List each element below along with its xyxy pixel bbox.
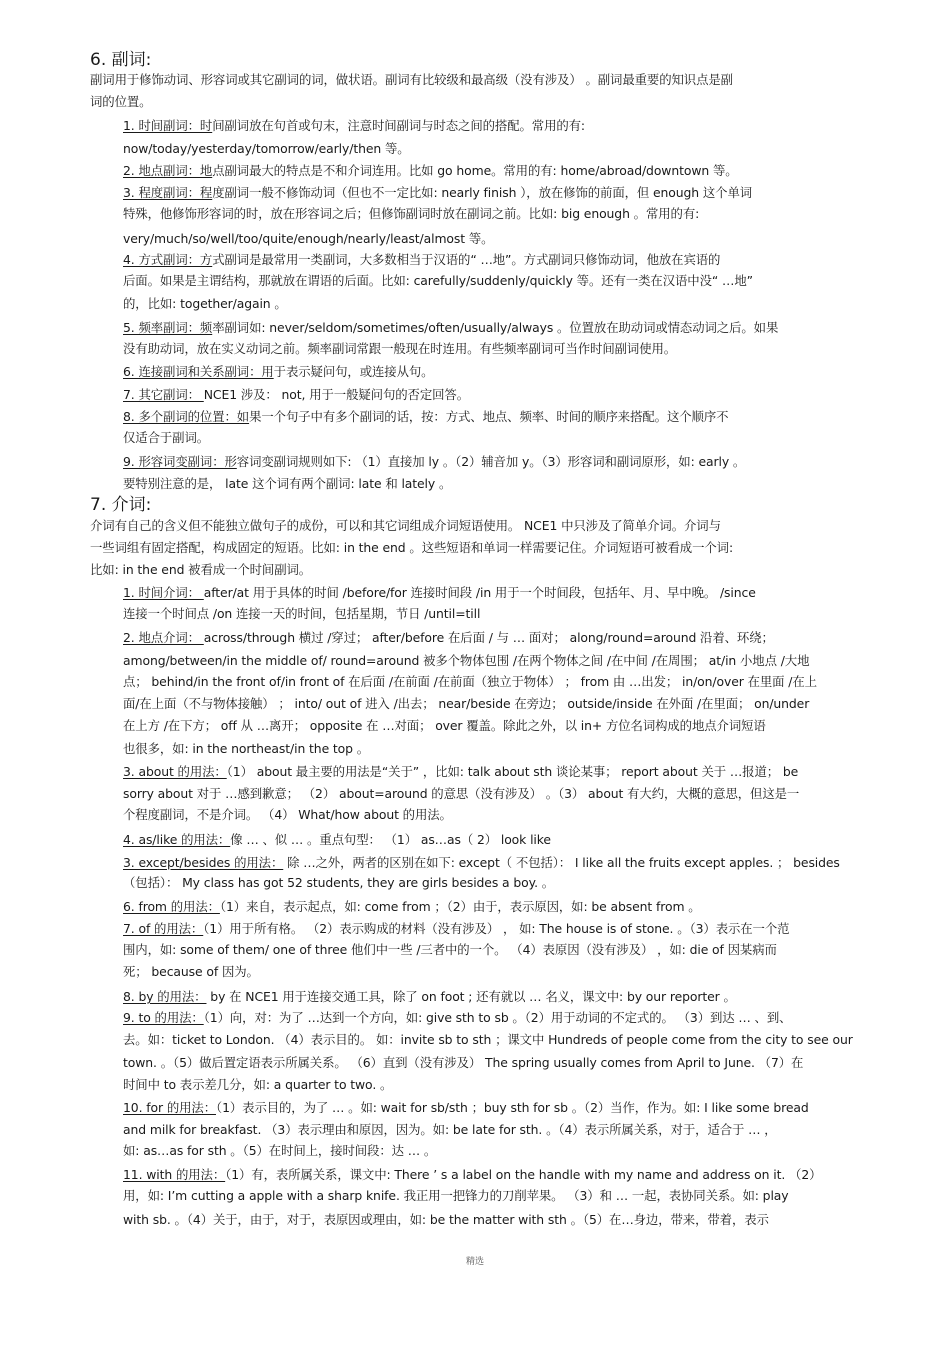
item-heading: 1. 时间介词： <box>123 585 204 600</box>
line-text: 时间中 to 表示差几分，如: a quarter to two. 。 <box>123 1077 393 1092</box>
text-line <box>90 518 721 534</box>
line-text: among/between/in the middle of/ round=around 被多个物体包围 /在两个物体之间 /在中间 /在周围； at/in 小地点 /大地 <box>123 653 810 668</box>
line-text: town. 。（5）做后置定语表示所属关系。 （6）直到（没有涉及） The spring usually comes from April to June. （7）在 <box>123 1055 804 1070</box>
item-heading: 4. as/like 的用法： <box>123 832 231 847</box>
line-text: 连接一个时间点 /on 连接一天的时间，包括星期，节日 /until=till <box>123 606 481 621</box>
text-line <box>123 764 798 780</box>
text-line <box>90 540 733 556</box>
line-text: 去。如：ticket to London. （4）表示目的。 如：invite sb to sth ；课文中 Hundreds of people come from the city to see our <box>123 1032 853 1047</box>
line-text: 词的位置。 <box>90 94 152 109</box>
item-heading: 9. to 的用法： <box>123 1010 204 1025</box>
text-line <box>123 409 728 425</box>
line-text: 除 …之外，两者的区别在如下: except（ 不包括）： I like all the fruits except apples. ； besides <box>283 855 840 870</box>
text-line <box>123 1032 853 1048</box>
text-line <box>123 141 410 157</box>
text-line <box>123 206 699 222</box>
item-heading: 6. 连接副词和关系副词：用 <box>123 364 274 379</box>
line-text: 要特别注意的是， late 这个词有两个副词: late 和 lately 。 <box>123 476 452 491</box>
text-line <box>123 231 493 247</box>
text-line <box>123 989 736 1005</box>
line-text: very/much/so/well/too/quite/enough/nearly/least/almost 等。 <box>123 231 494 246</box>
line-text: 比如: in the end 被看成一个时间副词。 <box>90 562 312 577</box>
text-line <box>123 585 756 601</box>
text-line <box>123 163 738 179</box>
line-text: across/through 横过 /穿过； after/before 在后面 / 与 … 面对； along/round=around 沿着、环绕； <box>203 630 774 645</box>
line-text: now/today/yesterday/tomorrow/early/then 等。 <box>123 141 410 156</box>
text-line <box>123 320 778 336</box>
item-heading: 4. 方式副词：方 <box>123 252 213 267</box>
item-heading: 3. except/besides 的用法： <box>123 855 284 870</box>
line-text: 没有助动词，放在实义动词之前。频率副词常跟一般现在时连用。有些频率副词可当作时间副词使用。 <box>123 341 677 356</box>
line-text: 率副词如: never/seldom/sometimes/often/usually/always 。位置放在助动词或情态动词之后。如果 <box>212 320 779 335</box>
line-text: 后面。如果是主谓结构，那就放在谓语的后面。比如: carefully/suddenly/quickly 等。还有一类在汉语中没“ …地” <box>123 273 753 288</box>
line-text: （1）来自，表示起点，如: come from ；（2）由于，表示原因，如: be absent from 。 <box>219 899 701 914</box>
text-line <box>123 1188 789 1204</box>
line-text: 的，比如: together/again 。 <box>123 296 287 311</box>
line-text: 如: as…as for sth 。（5）在时间上，接时间段：达 … 。 <box>123 1143 437 1158</box>
item-heading: 8. by 的用法： <box>123 989 207 1004</box>
line-text: by 在 NCE1 用于连接交通工具，除了 on foot ; 还有就以 … 名义，课文中: by our reporter 。 <box>206 989 736 1004</box>
text-line <box>123 855 840 871</box>
text-line <box>123 606 480 622</box>
line-text: （包括）： My class has got 52 students, they are girls besides a boy. 。 <box>123 875 555 890</box>
text-line <box>123 696 809 712</box>
text-line <box>90 562 311 578</box>
text-line <box>123 630 774 646</box>
line-text: 介词有自己的含义但不能独立做句子的成份，可以和其它词组成介词短语使用。 NCE1 中只涉及了简单介词。介词与 <box>90 518 721 533</box>
item-heading: 7. of 的用法： <box>123 921 204 936</box>
page-footer: 精选 <box>465 1257 484 1267</box>
text-line <box>90 94 151 110</box>
text-line <box>123 718 766 734</box>
line-text: 在上方 /在下方； off 从 …离开； opposite 在 …对面； over 覆盖。除此之外，以 in+ 方位名词构成的地点介词短语 <box>123 718 766 733</box>
item-heading: 11. with 的用法： <box>123 1167 226 1182</box>
text-line <box>123 476 451 492</box>
text-line <box>123 832 551 848</box>
text-line <box>123 807 452 823</box>
line-text: 围内，如: some of them/ one of three 他们中一些 /三者中的一个。 （4）表原因（没有涉及） ，如: die of 因某病而 <box>123 942 777 957</box>
text-line <box>123 1010 791 1026</box>
line-text: （1）有，表所属关系，课文中: There ’ s a label on the handle with my name and address on it. （2） <box>225 1167 822 1182</box>
text-line <box>123 454 745 470</box>
item-heading: 6. from 的用法： <box>123 899 220 914</box>
text-line <box>123 921 789 937</box>
text-line <box>123 1077 392 1093</box>
line-text: 点副词最大的特点是不和介词连用。比如 go home。常用的有: home/abroad/downtown 等。 <box>212 163 738 178</box>
text-line <box>123 273 753 289</box>
line-text: 间副词放在句首或句末，注意时间副词与时态之间的搭配。常用的有: <box>212 118 586 133</box>
line-text: and milk for breakfast. （3）表示理由和原因，因为。如: be late for sth. 。（4）表示所属关系，对于，适合于 … ， <box>123 1122 777 1137</box>
line-text: 式副词是最常用一类副词，大多数相当于汉语的“ …地”。方式副词只修饰动词，他放在宾语的 <box>212 252 721 267</box>
line-text: 度副词一般不修饰动词（但也不一定比如: nearly finish ），放在修饰的前面，但 enough 这个单词 <box>212 185 753 200</box>
line-text: 于表示疑问句，或连接从句。 <box>273 364 434 379</box>
text-line <box>123 1100 809 1116</box>
text-line <box>123 1055 803 1071</box>
line-text: 用，如: I’m cutting a apple with a sharp knife. 我正用一把锋力的刀削苹果。 （3）和 … 一起，表协同关系。如: play <box>123 1188 789 1203</box>
text-line <box>123 296 287 312</box>
item-heading: 1. 时间副词：时 <box>123 118 213 133</box>
text-line <box>123 964 259 980</box>
text-line <box>123 1212 769 1228</box>
line-text: （1）向，对：为了 …达到一个方向，如: give sth to sb 。（2）用于动词的不定式的。 （3）到达 … 、到、 <box>203 1010 792 1025</box>
item-heading: 7. 其它副词： <box>123 387 204 402</box>
text-line <box>123 942 777 958</box>
line-text: 副词用于修饰动词、形容词或其它副词的词，做状语。副词有比较级和最高级（没有涉及） 。副词最重要的知识点是副 <box>90 72 733 87</box>
line-text: 面/在上面（不与物体接触） ； into/ out of 进入 /出去； near/beside 在旁边； outside/inside 在外面 /在里面； on/under <box>123 696 810 711</box>
text-line <box>123 118 585 134</box>
line-text: 像 … 、似 … 。重点句型： （1） as…as（ 2） look like <box>230 832 551 847</box>
text-line <box>123 185 752 201</box>
line-text: 容词变副词规则如下: （1）直接加 ly 。（2）辅音加 y。（3）形容词和副词原形，如: early 。 <box>236 454 746 469</box>
line-text: sorry about 对于 …感到歉意； （2） about=around 的意思（没有涉及） 。（3） about 有大约，大概的意思，但这是一 <box>123 786 800 801</box>
item-heading: 5. 频率副词：频 <box>123 320 213 335</box>
text-line <box>123 430 209 446</box>
text-line <box>123 899 701 915</box>
item-heading: 8. 多个副词的位置：如 <box>123 409 250 424</box>
adverb-section-title: 6. 副词: <box>90 50 152 70</box>
line-text: （1）表示目的，为了 … 。如: wait for sb/sth ；buy sth for sb 。（2）当作，作为。如: I like some bread <box>215 1100 809 1115</box>
text-line <box>123 1143 436 1159</box>
text-line <box>123 875 554 891</box>
text-line <box>123 387 469 403</box>
line-text: 一些词组有固定搭配，构成固定的短语。比如: in the end 。这些短语和单词一样需要记住。介词短语可被看成一个词: <box>90 540 734 555</box>
line-text: 点； behind/in the front of/in front of 在后面 /在前面 /在前面（独立于物体） ； from 由 …出发； in/on/over 在里面 /在上 <box>123 674 817 689</box>
text-line <box>123 674 817 690</box>
item-heading: 3. 程度副词：程 <box>123 185 213 200</box>
text-line <box>123 252 720 268</box>
item-heading: 3. about 的用法： <box>123 764 227 779</box>
text-line <box>123 653 809 669</box>
text-line <box>90 72 733 88</box>
line-text: 个程度副词，不是介词。 （4） What/how about 的用法。 <box>123 807 452 822</box>
line-text: 特殊，他修饰形容词的时，放在形容词之后；但修饰副词时放在副词之前。比如: big enough 。常用的有: <box>123 206 700 221</box>
text-line <box>123 786 799 802</box>
item-heading: 2. 地点副词：地 <box>123 163 213 178</box>
line-text: 死； because of 因为。 <box>123 964 259 979</box>
line-text: 仅适合于副词。 <box>123 430 210 445</box>
text-line <box>123 1122 777 1138</box>
text-line <box>123 1167 821 1183</box>
line-text: 果一个句子中有多个副词的话，按：方式、地点、频率、时间的顺序来搭配。这个顺序不 <box>249 409 729 424</box>
item-heading: 2. 地点介词： <box>123 630 204 645</box>
text-line <box>123 364 433 380</box>
text-line <box>123 341 676 357</box>
text-line <box>123 741 369 757</box>
line-text: 也很多，如: in the northeast/in the top 。 <box>123 741 370 756</box>
line-text: after/at 用于具体的时间 /before/for 连接时间段 /in 用于一个时间段，包括年、月、早中晚。 /since <box>203 585 756 600</box>
line-text: NCE1 涉及： not, 用于一般疑问句的否定回答。 <box>203 387 469 402</box>
line-text: （1） about 最主要的用法是“关于” ，比如: talk about sth 谈论某事； report about 关于 …报道； be <box>226 764 799 779</box>
preposition-section-title: 7. 介词: <box>90 495 152 515</box>
line-text: with sb. 。（4）关于，由于，对于，表原因或理由，如: be the matter with sth 。（5）在…身边，带来，带着，表示 <box>123 1212 769 1227</box>
item-heading: 10. for 的用法： <box>123 1100 216 1115</box>
item-heading: 9. 形容词变副词：形 <box>123 454 237 469</box>
line-text: （1）用于所有格。 （2）表示购成的材料（没有涉及） ， 如: The house is of stone. 。（3）表示在一个范 <box>203 921 790 936</box>
